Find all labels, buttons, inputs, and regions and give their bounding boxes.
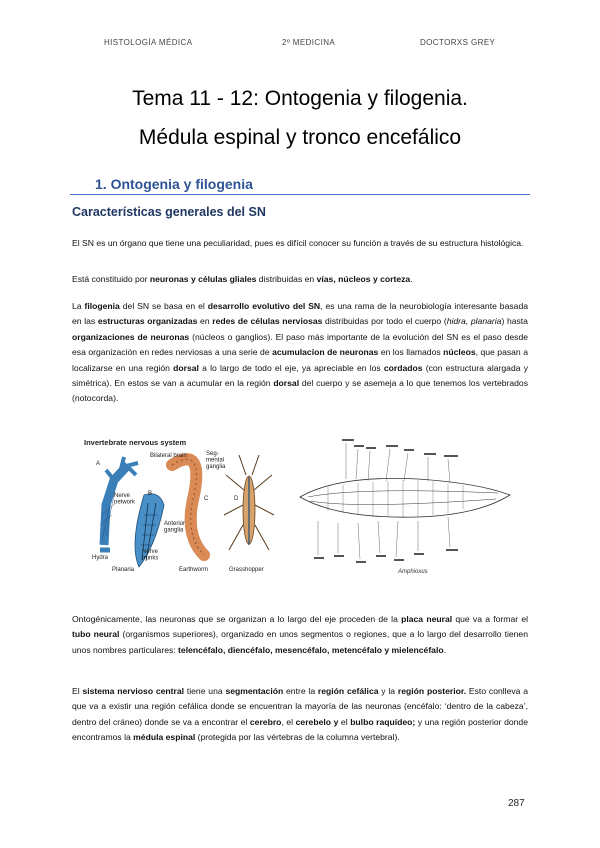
header-year: 2º MEDICINA — [282, 38, 336, 47]
label-planaria: Planaria — [112, 567, 135, 573]
label-b: B — [148, 491, 153, 497]
page-title-line1: Tema 11 - 12: Ontogenia y filogenia. — [132, 87, 468, 110]
section-heading: 1. Ontogenia y filogenia — [95, 176, 253, 192]
invertebrate-nervous-system-figure — [84, 435, 284, 575]
header-author: DOCTORXS GREY — [420, 38, 496, 47]
amphioxus-body — [300, 478, 510, 517]
section-rule — [70, 194, 530, 195]
page-title-line2: Médula espinal y tronco encefálico — [138, 126, 462, 149]
label-earthworm: Earthworm — [179, 567, 209, 573]
amphioxus-label-lines — [318, 443, 450, 559]
label-segmental-ganglia: Seg-mental ganglia — [206, 451, 226, 470]
amphioxus-signature: Amphioxus — [398, 569, 428, 575]
label-c: C — [204, 496, 209, 502]
paragraph-3: La filogenia del SN se basa en el desarrollo evolutivo del SN, es una rama de la neurobiología interesante basada en las estructuras organizadas en redes de células nerviosas distribuidas por todo el cuerpo (hidra, planaria) hasta organizaciones de neuronas (núcleos o ganglios). El paso más importante de la evolución del SN es el paso desde esa organización en redes nerviosas a una serie de acumulacion de neuronas en los llamados núcleos, que pasan a localizarse en una región dorsal a lo largo de todo el eje, ya apreciable en los cordados (con estructura alargada y simétrica). En estos se van a acumular en la región dorsal del cuerpo y se asemeja a lo que tenemos los vertebrados (notocorda). — [72, 301, 529, 404]
label-a: A — [96, 461, 101, 467]
amphioxus-label-ticks — [314, 439, 458, 563]
earthworm-illustration — [172, 459, 204, 555]
page-number: 287 — [508, 798, 525, 809]
label-d: D — [234, 496, 239, 502]
figure-title: Invertebrate nervous system — [84, 438, 187, 447]
paragraph-4: Ontogénicamente, las neuronas que se organizan a lo largo del eje proceden de la placa neural que va a formar el tubo neural (organismos superiores), organizado en unos segmentos o regiones, que a lo largo del desarrollo tienen unos nombres particulares: telencéfalo, diencéfalo, mesencéfalo, metencéfalo y mielencéfalo. — [72, 614, 529, 655]
subsection-heading: Características generales del SN — [72, 205, 266, 219]
header-course: HISTOLOGÍA MÉDICA — [104, 38, 193, 47]
paragraph-1: El SN es un órgano que tiene una peculiaridad, pues es difícil conocer su función a través de su estructura histológica. — [72, 238, 524, 248]
label-nerve-network: Nerve network — [114, 493, 136, 506]
amphioxus-figure — [298, 435, 512, 575]
paragraph-5: El sistema nervioso central tiene una segmentación entre la región cefálica y la región posterior. Esto conlleva a que va a existir una región cefálica donde se encuentran la mayoría de las neuronas (encéfalo: ‘dentro de la cabeza’, dentro del cráneo) donde se va a encontrar el cerebro, el cerebelo y el bulbo raquídeo; y una región posterior donde encontramos la médula espinal (protegida por las vértebras de la columna vertebral). — [72, 686, 529, 743]
label-bilateral-brain: Bilateral brain — [150, 453, 187, 459]
paragraph-2: Está constituido por neuronas y células gliales distribuidas en vías, núcleos y corteza. — [72, 274, 413, 284]
label-anterior-ganglia: Anterior ganglia — [164, 521, 186, 534]
grasshopper-illustration — [224, 455, 274, 550]
label-hydra: Hydra — [92, 555, 109, 561]
label-nerve-trunks: Nerve trunks — [142, 549, 159, 562]
label-grasshopper: Grasshopper — [229, 567, 264, 573]
